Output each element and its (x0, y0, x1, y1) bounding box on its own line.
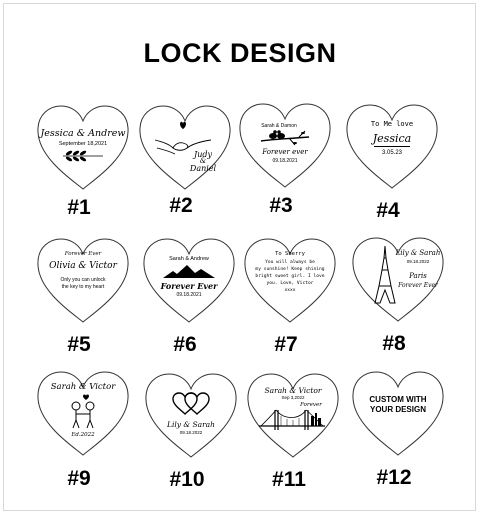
design-11-date: Sep 3,2022 (281, 395, 305, 400)
design-8-date: 09.18.2022 (406, 259, 430, 264)
design-1 (35, 104, 135, 219)
page-title: LOCK DESIGN (143, 38, 337, 68)
design-4-number: #4 (376, 199, 400, 222)
design-3 (237, 102, 337, 217)
laurel-leaf-icon (61, 149, 105, 163)
design-5-line-2: the key to my heart (61, 284, 105, 290)
design-6-tagline: Forever Ever (160, 281, 218, 291)
design-2-number: #2 (169, 194, 193, 217)
design-8-tagline: Forever Ever (398, 282, 438, 289)
design-6 (141, 237, 241, 356)
interlocking-hearts-icon (171, 392, 211, 416)
design-4 (344, 103, 444, 222)
stick-couple-icon (65, 394, 101, 430)
design-6-names: Sarah & Andrew (169, 256, 209, 262)
design-7 (242, 237, 342, 356)
design-11-number: #11 (272, 468, 306, 491)
heart-outline-icon (350, 370, 446, 458)
design-3-date: 09.18.2021 (272, 158, 298, 164)
design-12-line-1: CUSTOM WITH (369, 395, 427, 404)
bridge-skyline-icon (259, 406, 325, 432)
design-2 (137, 104, 237, 217)
design-3-number: #3 (269, 194, 293, 217)
design-9 (35, 370, 135, 490)
design-8-city: Paris (409, 272, 427, 280)
design-5 (35, 237, 135, 356)
design-10 (143, 372, 243, 491)
design-8-number: #8 (382, 332, 406, 355)
design-5-line-1: Only you can unlock (60, 277, 106, 283)
design-7-line-4: you. Love, Victor (266, 281, 314, 286)
design-10-names: Lily & Sarah (167, 420, 215, 429)
birds-on-branch-icon (259, 127, 311, 149)
design-12-number: #12 (376, 466, 412, 489)
design-3-tagline: Forever ever (262, 148, 308, 156)
design-4-name: Jessica (372, 132, 412, 145)
heart-outline-icon (344, 103, 440, 191)
design-6-number: #6 (173, 333, 197, 356)
design-7-line-2: my sunshine! Keep shining (255, 267, 325, 272)
design-10-number: #10 (169, 468, 205, 491)
heart-outline-icon (35, 104, 131, 192)
design-7-line-3: bright sweet girl. I love (255, 274, 325, 279)
design-1-names: Jessica & Andrew (40, 128, 126, 139)
design-1-number: #1 (67, 196, 91, 219)
design-12[interactable] (350, 370, 450, 489)
design-2-name-1: Judy (194, 150, 212, 159)
design-9-date: Ed.2022 (71, 432, 95, 438)
design-3-names: Sarah & Damon (261, 123, 297, 129)
design-4-greeting: To Me love (370, 120, 414, 128)
design-11 (245, 372, 345, 491)
design-4-date: 3.05.23 (381, 150, 403, 156)
design-8 (350, 236, 450, 355)
design-10-date: 09.18.2022 (179, 430, 203, 435)
design-2-name-2: Daniel (189, 164, 217, 173)
design-6-date: 09.18.2021 (176, 292, 202, 298)
design-1-date: September 18,2021 (58, 141, 108, 147)
design-9-names: Sarah & Victor (50, 382, 116, 392)
design-7-line-1: You will always be (265, 260, 315, 265)
design-5-names: Olivia & Victor (49, 261, 117, 271)
heart-outline-icon (143, 372, 239, 460)
mountains-icon (163, 263, 215, 279)
name-underline (374, 146, 410, 147)
design-8-names: Lily & Sarah (395, 249, 441, 257)
design-12-line-2: YOUR DESIGN (369, 405, 426, 414)
design-5-tagline: Forever Ever (64, 251, 102, 257)
design-2-ampersand: & (199, 157, 207, 165)
design-7-number: #7 (274, 333, 298, 356)
design-11-names: Sarah & Victor (264, 386, 322, 395)
design-7-greeting: To Sherry (275, 251, 305, 257)
design-11-tagline: Forever (300, 402, 322, 408)
design-9-number: #9 (67, 467, 91, 490)
design-7-line-5: xxxx (284, 288, 296, 293)
design-5-number: #5 (67, 333, 91, 356)
